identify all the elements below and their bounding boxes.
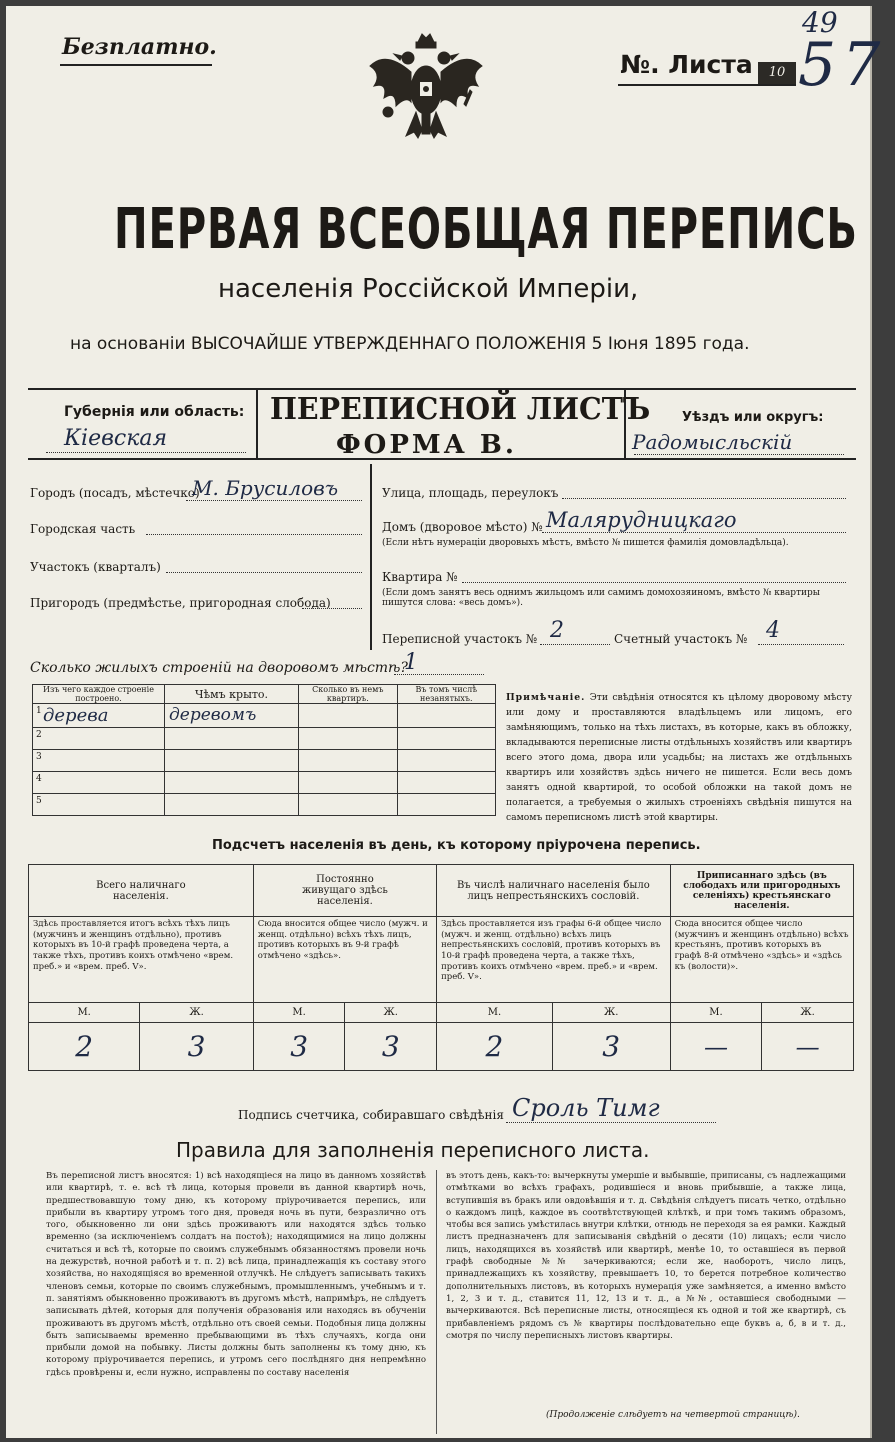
f-header: Ж. [762,1003,854,1023]
group-2-head: Въ числѣ наличнаго населенія было лицъ непрестьянскихъ сословій. [437,865,671,917]
buildings-answer: 1 [404,650,418,675]
legal-basis: на основаніи ВЫСОЧАЙШЕ УТВЕРЖДЕННАГО ПОЛОЖЕНІЯ 5 Іюня 1895 года. [70,334,750,354]
col-apartments: Сколько въ немъ квартиръ. [299,685,397,704]
signature-label: Подпись счетчика, собиравшаго свѣдѣнія [238,1108,504,1122]
uezd-label: Уѣздъ или округъ: [682,410,824,425]
table-row: 5 [33,794,165,816]
rules-title: Правила для заполненія переписного листа. [176,1138,650,1162]
count-title: Подсчетъ населенія въ день, къ которому пріурочена перепись. [212,838,701,853]
uchastok-label: Участокъ (кварталъ) [30,560,161,574]
corner-number-top: 49 [802,6,838,39]
form-title: ФОРМА В. [336,430,517,460]
group-2-desc: Здѣсь проставляется изъ графы 6-й общее число (мужч. и женщ. отдѣльно) всѣхъ лицъ непрестьянскихъ сословій, противъ которыхъ въ 10-й графѣ проведена черта, а также тѣхъ, противъ коихъ отмѣчено «врем. преб.» и «врем. преб. V». [437,917,671,1003]
corner-number-big: 57 [798,30,887,100]
gubernia-value: Кіевская [64,426,168,451]
buildings-question: Сколько жилыхъ строеній на дворовомъ мѣстѣ? [30,660,408,676]
note-text: Эти свѣдѣнія относятся къ цѣлому дворовому мѣсту или дому и проставляются владѣльцемъ или лицомъ, его замѣняющимъ, только на тѣхъ листахъ, въ которые, какъ въ обложку, вкладываются переписные листы отдѣльныхъ хозяйствъ или квартиръ всего этого дома, двора или усадьбы; на листахъ же отдѣльныхъ квартиръ или хозяйствъ здѣсь ничего не пишется. Если весь домъ занятъ одной квартирой, то особой обложки на такой домъ не полагается, а требуемыя о жилыхъ строеніяхъ свѣдѣнія пишутся на самомъ переписномъ листѣ этой квартиры. [506,692,853,823]
perepis-uchastok-value: 2 [550,618,564,643]
buildings-note [506,690,852,825]
col-material: Изъ чего каждое строеніе построено. [33,685,165,704]
free-label: Безплатно. [62,34,217,60]
gubernia-label: Губернія или область: [64,404,245,420]
group-1-desc: Сюда вносится общее число (мужч. и женщ. отдѣльно) всѣхъ тѣхъ лицъ, противъ которыхъ въ 9-й графѣ отмѣчено «здѣсь». [253,917,436,1003]
dom-value: Малярудницкаго [546,508,737,532]
census-subtitle: населенія Россійской Имперіи, [218,274,639,304]
group-3-head: Приписаннаго здѣсь (въ слободахъ или пригородныхъ селеніяхъ) крестьянскаго населенія. [670,865,853,917]
col-uninhabited: Въ томъ числѣ незанятыхъ. [397,685,495,704]
chast-label: Городская часть [30,522,136,536]
non-peasant-m: 2 [437,1023,553,1071]
gorod-value: М. Брусиловъ [192,476,339,500]
census-form-page [6,6,887,1438]
f-header: Ж. [345,1003,437,1023]
f-header: Ж. [552,1003,670,1023]
rules-right-column: въ этотъ день, какъ-то: вычеркнуты умершіе и выбывшіе, приписаны, съ надлежащими отмѣтками во всѣхъ графахъ, родившіеся и вновь прибывшіе, а также лица, вступившія въ бракъ или овдовѣвшія и т. д. Свѣдѣнія слѣдуетъ писать четко, отдѣльно о каждомъ лицѣ, каждое въ соотвѣтствующей клѣткѣ, и при томъ такимъ образомъ, чтобы вся запись умѣстилась внутри клѣтки, отнюдь не переходя за ея рамки. Каждый листъ предназначенъ для записыванія свѣдѣній о десяти (10) лицахъ; если число лицъ, находящихся въ хозяйствѣ или квартирѣ, менѣе 10, то оставшіеся въ первой графѣ свободные №№ зачеркиваются; если же, наоборотъ, число лицъ, принадлежащихъ къ хозяйству, превышаетъ 10, то берется потребное количество дополнительныхъ листовъ, въ которыхъ нумерація уже замѣняется, а именно вмѣсто 1, 2, 3 и т. д., ставится 11, 12, 13 и т. д., а №№, оставшіеся свободными — вычеркиваются. Всѣ переписные листы, относящіеся къ одной и той же квартирѣ, съ прибавленіемъ рядомъ съ № квартиры послѣдовательно еще буквъ а, б, в и т. д., смотря по числу переписныхъ листовъ квартиры. [446,1171,846,1341]
schet-uchastok-label: Счетный участокъ № [614,632,748,646]
table-row: 3 [33,750,165,772]
sheet-title: ПЕРЕПИСНОЙ ЛИСТЪ [270,392,651,427]
sheet-number-value: 10 [758,62,796,84]
perepis-uchastok-label: Переписной участокъ № [382,632,538,646]
table-row: 4 [33,772,165,794]
m-header: М. [29,1003,140,1023]
f-header: Ж. [140,1003,253,1023]
rules-continued: (Продолженіе слѣдуетъ на четвертой страницѣ). [546,1410,800,1420]
double-headed-eagle-emblem [366,32,486,144]
group-1-head: Постоянно живущаго здѣсь населенія. [253,865,436,917]
non-peasant-f: 3 [552,1023,670,1071]
note-title: Примѣчаніе. [506,692,586,703]
census-title: ПЕРВАЯ ВСЕОБЩАЯ ПЕРЕПИСЬ [114,196,858,262]
rules-left-column: Въ переписной листъ вносятся: 1) всѣ находящіеся на лицо въ данномъ хозяйствѣ или квартирѣ, т. е. всѣ тѣ лица, которыя провели въ данной квартирѣ ночь, предшествовавшую тому дню, къ которому пріурочивается перепись, или прибыли въ квартиру утромъ того дня, проведя ночь въ пути, безразлично отъ того, обыкновенно ли они здѣсь проживаютъ или находятся здѣсь только временно (за исключеніемъ солдатъ на постоѣ); находящимися на лицо должны считаться и всѣ тѣ, которые по своимъ служебнымъ обязанностямъ провели ночь на дежурствѣ, ночной работѣ и т. п. 2) всѣ лица, принадлежащія къ составу этого хозяйства, но находящіяся во временной отлучкѣ. Не слѣдуетъ записывать такихъ членовъ семьи, которые по своимъ служебнымъ, промышленнымъ, учебнымъ и т. п. занятіямъ обыкновенно проживаютъ въ другомъ мѣстѣ, напримѣръ, не слѣдуетъ записывать дѣтей, которыя для полученія образованія или находясь въ обученіи проживаютъ въ другомъ мѣстѣ, отдѣльно отъ своей семьи. Подобныя лица должны быть записываемы временно пребывающими въ тѣхъ случаяхъ, когда они прибыли домой на побывку. Листы должны быть заполнены къ тому дню, къ которому пріурочивается перепись, и утромъ сего послѣдняго дня непремѣнно гдѣсь провѣрены и, если нужно, исправлены по составу населенія [46,1171,426,1378]
m-header: М. [437,1003,553,1023]
permanent-m: 3 [253,1023,345,1071]
prigorod-label: Пригородъ (предмѣстье, пригородная слобода) [30,596,331,610]
sheet-number-label: №. Листа [620,50,753,79]
m-header: М. [670,1003,762,1023]
schet-uchastok-value: 4 [766,618,780,643]
buildings-table: Изъ чего каждое строеніе построено. Чѣмъ крыто. Сколько въ немъ квартиръ. Въ томъ числѣ незанятыхъ. 1 дерева деревомъ 2 3 4 5 [32,684,496,816]
ulitsa-label: Улица, площадь, переулокъ [382,486,559,500]
m-header: М. [253,1003,345,1023]
total-m: 2 [29,1023,140,1071]
table-row: 1 дерева [33,704,165,728]
dom-note: (Если нѣтъ нумераціи дворовыхъ мѣстъ, вмѣсто № пишется фамилія домовладѣльца). [382,538,789,548]
permanent-f: 3 [345,1023,437,1071]
peasant-m: — [670,1023,762,1071]
kvartira-note: (Если домъ занятъ весь однимъ жильцомъ или самимъ домохозяиномъ, вмѣсто № квартиры пишутся слова: «весь домъ»). [382,588,820,609]
kvartira-label: Квартира № [382,570,458,584]
group-0-head: Всего наличнаго населенія. [29,865,254,917]
uezd-value: Радомысльскій [632,430,793,454]
col-roof: Чѣмъ крыто. [164,685,298,704]
total-f: 3 [140,1023,253,1071]
signature-value: Сроль Тимг [512,1094,660,1122]
peasant-f: — [762,1023,854,1071]
table-row: 2 [33,728,165,750]
dom-label: Домъ (дворовое мѣсто) № [382,520,543,534]
group-0-desc: Здѣсь проставляется итогъ всѣхъ тѣхъ лицъ (мужчинъ и женщинъ отдѣльно), противъ которыхъ въ 10-й графѣ проведена черта, а также тѣхъ, противъ коихъ отмѣчено «врем. преб.» и «врем. преб. V». [29,917,254,1003]
gorod-label: Городъ (посадъ, мѣстечко) [30,486,200,500]
group-3-desc: Сюда вносится общее число (мужчинъ и женщинъ отдѣльно) всѣхъ крестьянъ, противъ которыхъ въ графѣ 8-й отмѣчено «здѣсь» и «здѣсь къ (волости)». [670,917,853,1003]
population-count-table [28,864,854,1071]
